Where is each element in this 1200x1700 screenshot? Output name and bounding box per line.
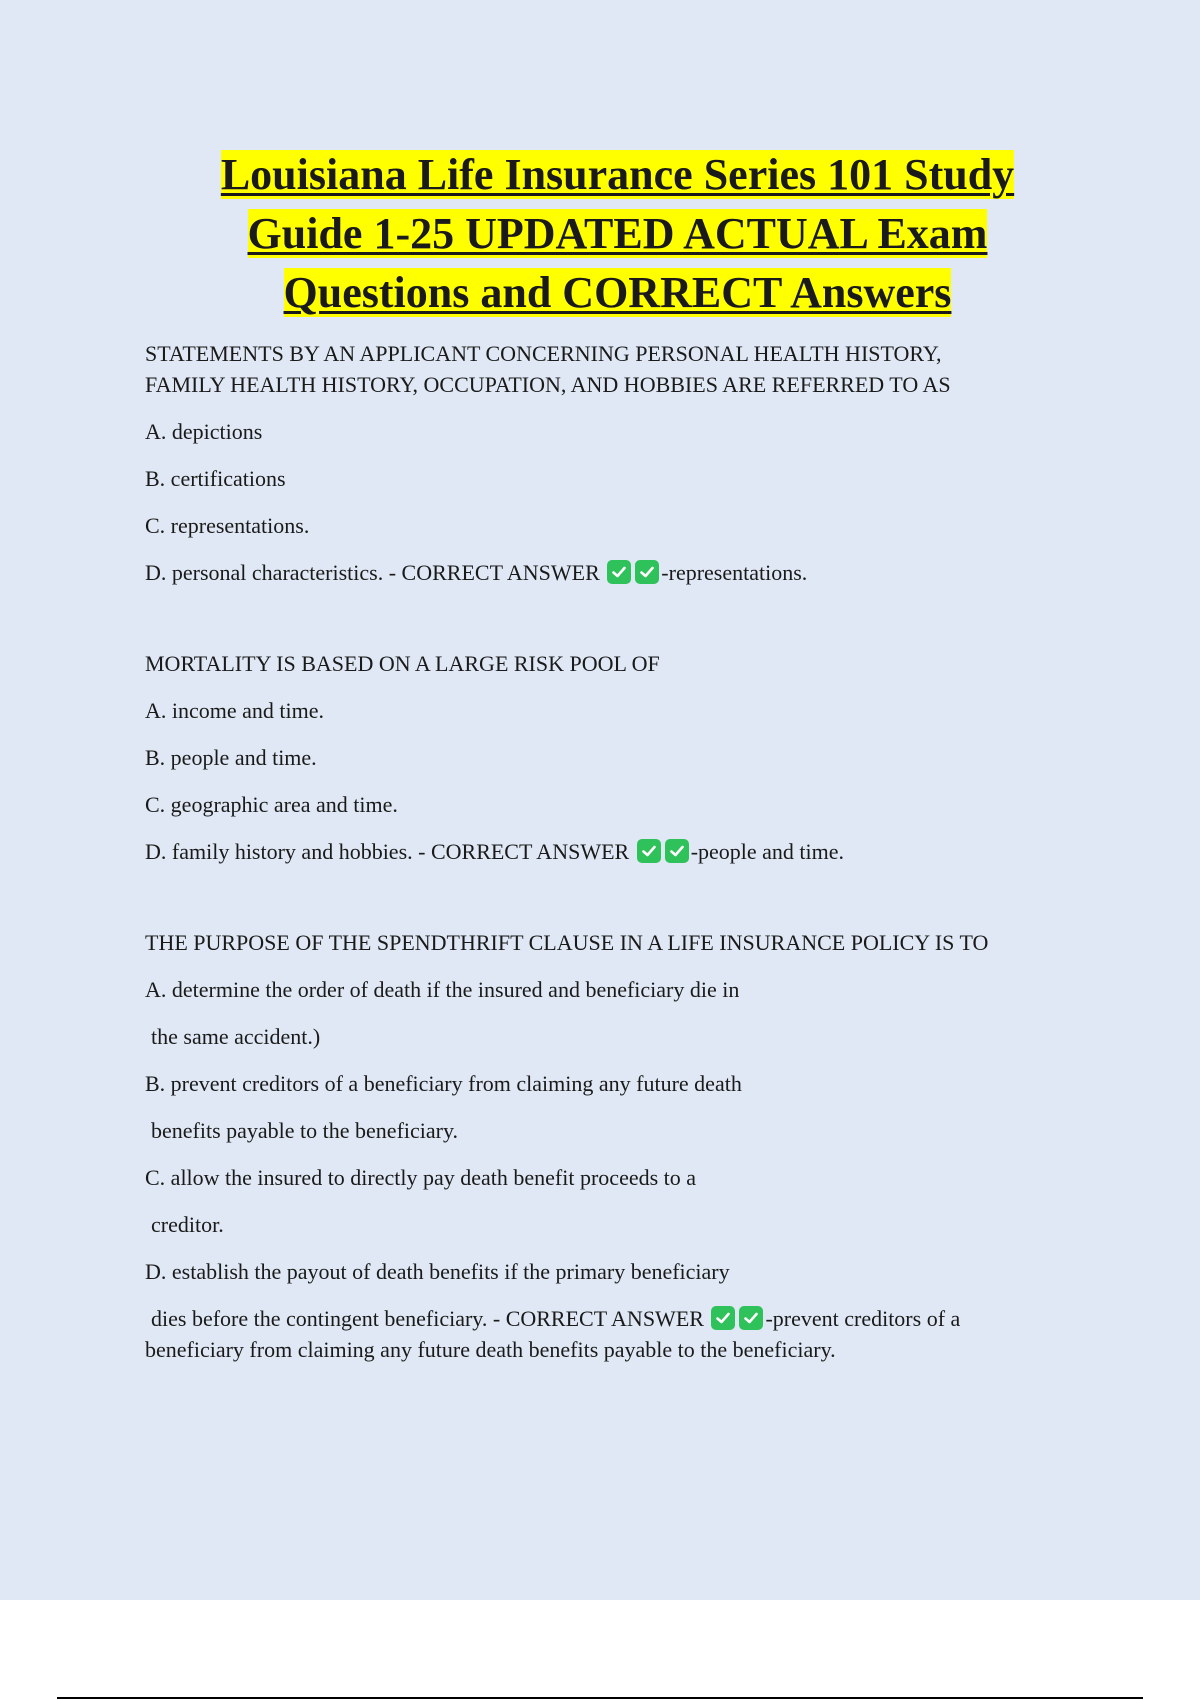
question-stem: MORTALITY IS BASED ON A LARGE RISK POOL OF bbox=[145, 651, 660, 676]
correct-answer-continued: beneficiary from claiming any future death benefits payable to the beneficiary. bbox=[145, 1337, 836, 1362]
option-c: C. allow the insured to directly pay death benefit proceeds to a bbox=[145, 1165, 697, 1190]
check-mark-button-icon bbox=[607, 560, 631, 584]
option-a: A. depictions bbox=[145, 419, 263, 444]
question-stem-line: STATEMENTS BY AN APPLICANT CONCERNING PERSONAL HEALTH HISTORY, bbox=[145, 341, 942, 366]
option-d: D. family history and hobbies. - CORRECT ANSWER bbox=[145, 839, 630, 864]
option-d-with-answer bbox=[151, 1303, 1105, 1334]
option-a: A. determine the order of death if the insured and beneficiary die in bbox=[145, 977, 740, 1002]
check-mark-button-icon bbox=[635, 560, 659, 584]
document-title bbox=[120, 145, 1115, 322]
option-b-continued: benefits payable to the beneficiary. bbox=[151, 1118, 459, 1143]
option-a: A. income and time. bbox=[145, 698, 325, 723]
option-c: C. geographic area and time. bbox=[145, 792, 398, 817]
option-b: B. certifications bbox=[145, 466, 286, 491]
option-a-continued: the same accident.) bbox=[151, 1024, 321, 1049]
question-block-3 bbox=[145, 927, 1105, 1365]
question-stem: THE PURPOSE OF THE SPENDTHRIFT CLAUSE IN A LIFE INSURANCE POLICY IS TO bbox=[145, 930, 989, 955]
question-list bbox=[145, 338, 1105, 1425]
check-mark-button-icon bbox=[739, 1306, 763, 1330]
option-c: C. representations. bbox=[145, 513, 310, 538]
option-b: B. people and time. bbox=[145, 745, 317, 770]
option-d-continued: dies before the contingent beneficiary. - CORRECT ANSWER bbox=[151, 1306, 704, 1331]
title-line-1: Louisiana Life Insurance Series 101 Study bbox=[220, 150, 1015, 199]
check-mark-button-icon bbox=[637, 839, 661, 863]
option-d: D. establish the payout of death benefits if the primary beneficiary bbox=[145, 1259, 730, 1284]
option-b: B. prevent creditors of a beneficiary from claiming any future death bbox=[145, 1071, 742, 1096]
option-d: D. personal characteristics. - CORRECT ANSWER bbox=[145, 560, 600, 585]
option-d-with-answer bbox=[145, 557, 1105, 588]
check-mark-button-icon bbox=[665, 839, 689, 863]
title-line-3: Questions and CORRECT Answers bbox=[283, 268, 952, 317]
check-mark-button-icon bbox=[711, 1306, 735, 1330]
footer-divider bbox=[57, 1697, 1143, 1699]
correct-answer-text: -prevent creditors of a bbox=[765, 1306, 961, 1331]
question-stem bbox=[145, 338, 1105, 400]
correct-answer-text: -representations. bbox=[661, 560, 808, 585]
question-stem-line: FAMILY HEALTH HISTORY, OCCUPATION, AND HOBBIES ARE REFERRED TO AS bbox=[145, 372, 951, 397]
option-c-continued: creditor. bbox=[151, 1212, 224, 1237]
title-line-2: Guide 1-25 UPDATED ACTUAL Exam bbox=[247, 209, 988, 258]
question-block-1 bbox=[145, 338, 1105, 588]
question-block-2 bbox=[145, 648, 1105, 867]
option-d-with-answer bbox=[145, 836, 1105, 867]
correct-answer-text: -people and time. bbox=[690, 839, 845, 864]
